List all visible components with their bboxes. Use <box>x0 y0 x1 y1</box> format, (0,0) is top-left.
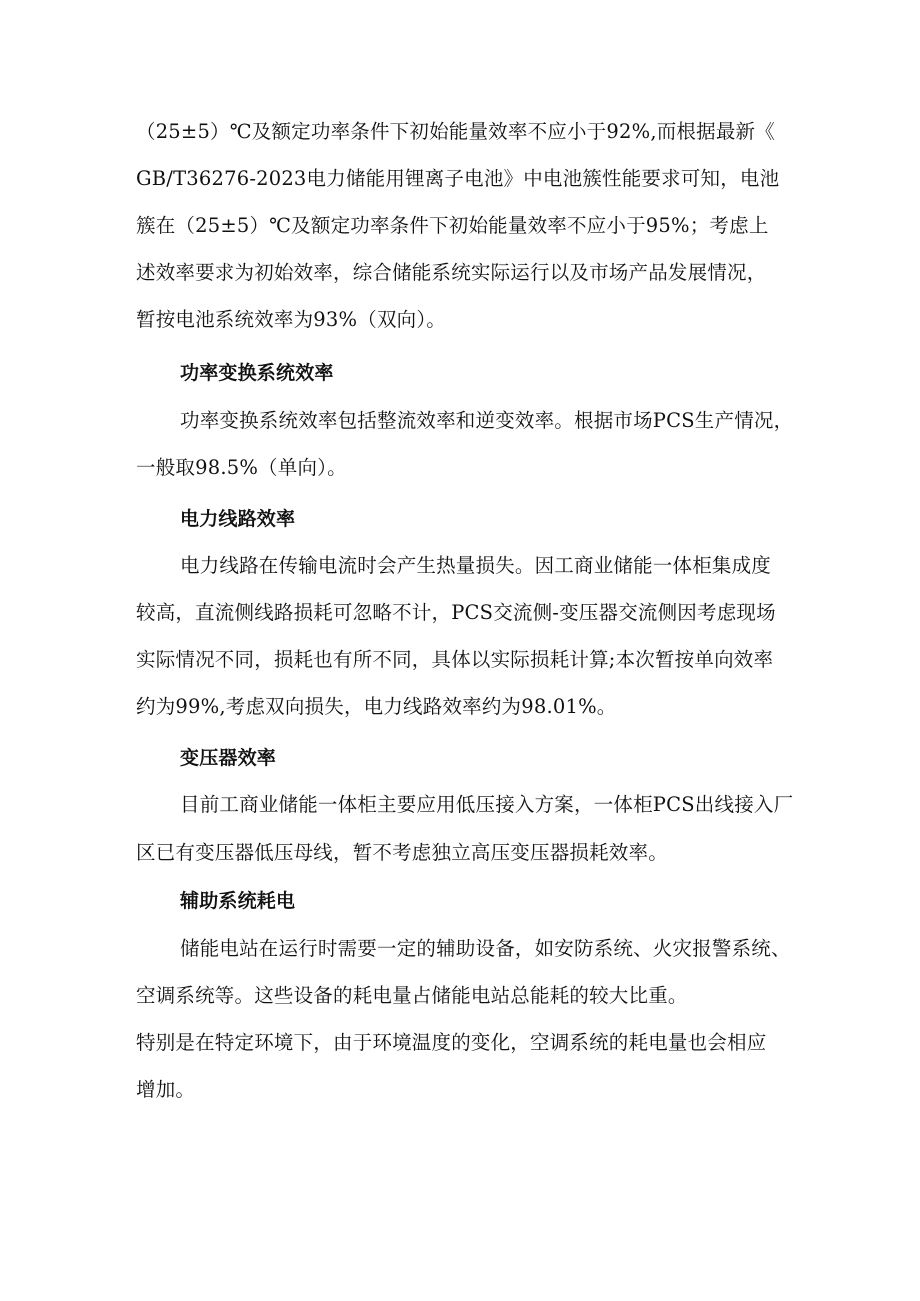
section-heading-transformer: 变压器效率 <box>180 747 277 769</box>
paragraph-line: 述效率要求为初始效率，综合储能系统实际运行以及市场产品发展情况， <box>136 261 767 284</box>
paragraph-line: 较高，直流侧线路损耗可忽略不计，PCS交流侧-变压器交流侧因考虑现场 <box>136 601 776 624</box>
paragraph-line: 特别是在特定环境下，由于环境温度的变化，空调系统的耗电量也会相应 <box>136 1031 767 1054</box>
paragraph-line: （25±5）℃及额定功率条件下初始能量效率不应小于92%,而根据最新《 <box>136 120 775 143</box>
section-heading-pcs: 功率变换系统效率 <box>180 362 334 384</box>
paragraph-line: GB/T36276-2023电力储能用锂离子电池》中电池簇性能要求可知，电池 <box>136 167 780 190</box>
section-heading-aux: 辅助系统耗电 <box>180 890 296 912</box>
paragraph-line: 电力线路在传输电流时会产生热量损失。因工商业储能一体柜集成度 <box>180 554 772 577</box>
paragraph-line: 区已有变压器低压母线，暂不考虑独立高压变压器损耗效率。 <box>136 841 668 864</box>
section-heading-line: 电力线路效率 <box>180 508 296 530</box>
paragraph-line: 一般取98.5%（单向）。 <box>136 456 347 479</box>
paragraph-line: 增加。 <box>136 1078 196 1101</box>
paragraph-line: 暂按电池系统效率为93%（双向）。 <box>136 308 446 331</box>
paragraph-line: 实际情况不同，损耗也有所不同，具体以实际损耗计算;本次暂按单向效率 <box>136 648 774 671</box>
paragraph-line: 目前工商业储能一体柜主要应用低压接入方案，一体柜PCS出线接入厂 <box>180 793 794 816</box>
paragraph-line: 功率变换系统效率包括整流效率和逆变效率。根据市场PCS生产情况， <box>180 409 794 432</box>
paragraph-line: 簇在（25±5）℃及额定功率条件下初始能量效率不应小于95%；考虑上 <box>136 214 769 237</box>
paragraph-line: 约为99%,考虑双向损失，电力线路效率约为98.01%。 <box>136 695 617 718</box>
paragraph-line: 空调系统等。这些设备的耗电量占储能电站总能耗的较大比重。 <box>136 984 688 1007</box>
paragraph-line: 储能电站在运行时需要一定的辅助设备，如安防系统、火灾报警系统、 <box>180 937 791 960</box>
